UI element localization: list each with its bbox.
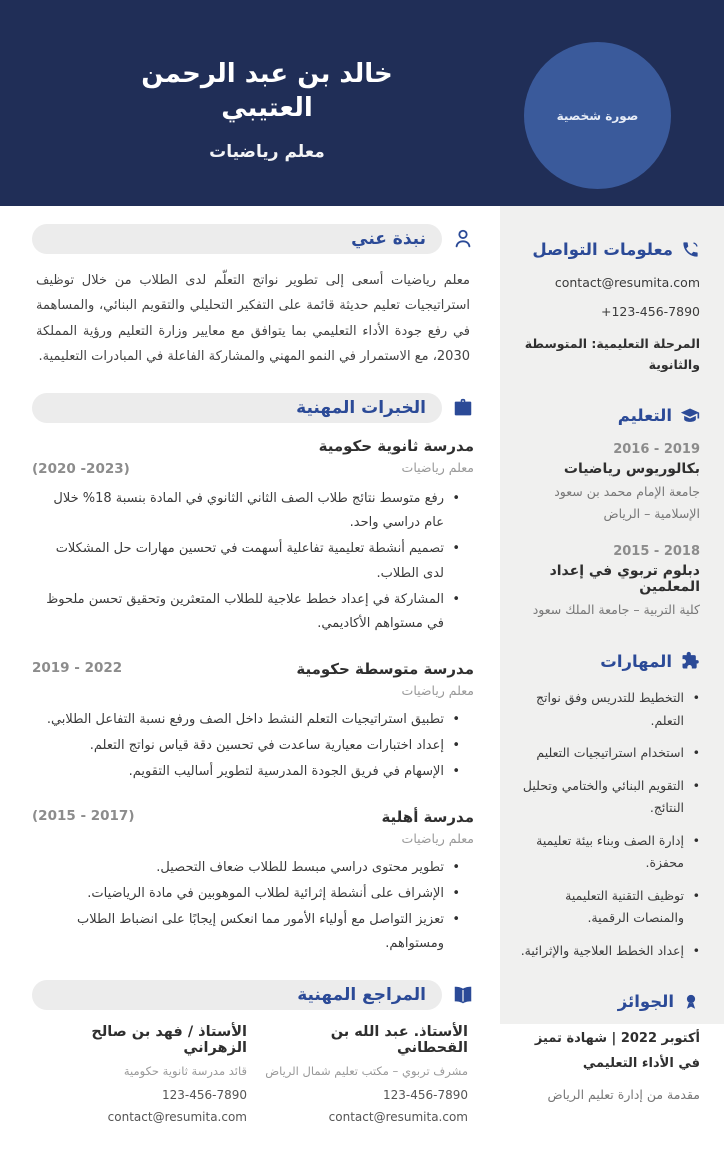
reference-role: مشرف تربوي – مكتب تعليم شمال الرياض <box>265 1063 468 1078</box>
experience-heading: الخبرات المهنية <box>296 398 426 419</box>
about-heading-pill <box>32 224 442 254</box>
briefcase-icon <box>452 397 474 419</box>
teaching-stage: المرحلة التعليمية: المتوسطة والثانوية <box>524 336 700 373</box>
references-section <box>32 980 474 1132</box>
job-bullet: • الإشراف على أنشطة إثرائية لطلاب الموهوبين في مادة الرياضيات. <box>32 882 460 906</box>
skills-section <box>518 651 700 962</box>
job-header <box>32 808 474 846</box>
skills-section-header <box>518 651 700 671</box>
job-bullet-list <box>32 708 474 784</box>
awards-section-title: الجوائز <box>617 992 674 1011</box>
sidebar <box>500 206 724 1103</box>
candidate-name: خالد بن عبد الرحمن العتيبي <box>141 59 393 123</box>
job-bullet: • رفع متوسط نتائج طلاب الصف الثاني الثانوي في المادة بنسبة 18% خلال عام دراسي واحد. <box>32 487 460 535</box>
about-section-header <box>32 224 474 254</box>
reference-email: contact@resumita.com <box>107 1109 247 1124</box>
about-text: معلم رياضيات أسعى إلى تطوير نواتج التعلّم لدى الطلاب من خلال توظيف استراتيجيات تعليم حديثة قائمة على التفكير التحليلي والتقويم البنائي، والمساهمة في رفع جودة الأداء التعليمي بما يتوافق مع معايير وزارة التعليم ورؤية المملكة 2030، مع الاستمرار في النمو المهني والمشاركة الفاعلة في المبادرات التعليمية. <box>36 273 470 365</box>
puzzle-icon <box>680 651 700 671</box>
graduation-cap-icon <box>680 406 700 426</box>
job-header <box>32 437 474 477</box>
references-row <box>32 1024 474 1132</box>
skill-item: • إدارة الصف وبناء بيئة تعليمية محفزة. <box>518 830 700 875</box>
job-entry <box>32 808 474 956</box>
education-section <box>518 406 700 622</box>
award-title: أكتوبر 2022 | شهادة تميز في الأداء التعليمي <box>534 1031 700 1071</box>
awards-section <box>518 992 700 1107</box>
references-heading-pill <box>32 980 442 1010</box>
skill-item: • التخطيط للتدريس وفق نواتج التعلم. <box>518 687 700 732</box>
skill-item: • استخدام استراتيجيات التعليم <box>518 742 700 765</box>
education-section-header <box>518 406 700 426</box>
job-bullet: • إعداد اختبارات معيارية ساعدت في تحسين دقة قياس نواتج التعلم. <box>32 734 460 758</box>
skill-item: • توظيف التقنية التعليمية والمنصات الرقمية. <box>518 885 700 930</box>
job-bullet: • تطبيق استراتيجيات التعلم النشط داخل الصف ورفع نسبة التفاعل الطلابي. <box>32 708 460 732</box>
education-school: جامعة الإمام محمد بن سعود الإسلامية – الرياض <box>554 483 700 521</box>
photo-placeholder-label: صورة شخصية <box>556 108 639 123</box>
education-dates: 2015 - 2018 <box>613 543 700 559</box>
contact-email: contact@resumita.com <box>554 275 700 290</box>
job-dates: (2020 -2023) <box>32 461 130 478</box>
about-section <box>32 224 474 369</box>
job-role: معلم رياضيات <box>401 682 474 698</box>
job-header <box>32 660 474 698</box>
job-bullet: • الإسهام في فريق الجودة المدرسية لتطوير أساليب التقويم. <box>32 760 460 784</box>
education-section-title: التعليم <box>617 406 672 425</box>
job-bullet-list <box>32 487 474 635</box>
reference-role: قائد مدرسة ثانوية حكومية <box>123 1063 247 1078</box>
job-employer: مدرسة أهلية <box>381 807 474 826</box>
reference-phone: 123-456-7890 <box>161 1087 247 1102</box>
book-icon <box>452 984 474 1006</box>
references-section-header <box>32 980 474 1010</box>
award-issuer: مقدمة من إدارة تعليم الرياض <box>547 1087 700 1103</box>
reference-phone: 123-456-7890 <box>382 1087 468 1102</box>
main-column <box>32 224 474 1156</box>
education-entry <box>518 544 700 622</box>
education-dates: 2016 - 2019 <box>613 441 700 457</box>
contact-section-title: معلومات التواصل <box>532 240 673 259</box>
reference-card <box>253 1024 474 1132</box>
reference-name: الأستاذ / فهد بن صالح الزهراني <box>91 1023 247 1056</box>
experience-section-header <box>32 393 474 423</box>
job-role: معلم رياضيات <box>401 830 474 846</box>
header-banner <box>0 0 724 206</box>
job-bullet: • المشاركة في إعداد خطط علاجية للطلاب المتعثرين وتحقيق تحسن ملحوظ في مستواهم الأكاديمي. <box>32 588 460 636</box>
education-degree: بكالوريوس رياضيات <box>563 460 700 477</box>
job-bullet: • تصميم أنشطة تعليمية تفاعلية أسهمت في تحسين مهارات حل المشكلات لدى الطلاب. <box>32 537 460 585</box>
experience-section <box>32 393 474 956</box>
job-bullet: • تعزيز التواصل مع أولياء الأمور مما انعكس إيجابًا على انضباط الطلاب ومستواهم. <box>32 908 460 956</box>
skills-section-title: المهارات <box>600 651 672 671</box>
header-identity <box>112 58 422 162</box>
skills-list <box>518 687 700 962</box>
candidate-job-title: معلم رياضيات <box>209 141 325 162</box>
education-degree: دبلوم تربوي في إعداد المعلمين <box>549 562 700 595</box>
photo-placeholder <box>524 42 671 189</box>
phone-icon <box>681 240 700 259</box>
person-icon <box>452 228 474 250</box>
references-heading: المراجع المهنية <box>297 984 426 1005</box>
contact-section-header <box>518 240 700 259</box>
job-role: معلم رياضيات <box>401 460 474 476</box>
awards-section-header <box>518 992 700 1011</box>
reference-name: الأستاذ. عبد الله بن القحطاني <box>330 1023 468 1056</box>
job-bullet-list <box>32 856 474 956</box>
job-entry <box>32 660 474 784</box>
education-entry <box>518 442 700 526</box>
job-bullet: • تطوير محتوى دراسي مبسط للطلاب ضعاف التحصيل. <box>32 856 460 880</box>
job-entry <box>32 437 474 635</box>
job-employer: مدرسة متوسطة حكومية <box>296 659 474 678</box>
about-heading: نبذة عني <box>351 229 426 249</box>
ribbon-icon <box>682 993 700 1011</box>
skill-item: • التقويم البنائي والختامي وتحليل النتائج. <box>518 775 700 820</box>
reference-email: contact@resumita.com <box>328 1109 468 1124</box>
job-dates: (2015 - 2017) <box>32 807 135 824</box>
education-school: كلية التربية – جامعة الملك سعود <box>532 601 700 617</box>
job-dates: 2019 - 2022 <box>32 659 123 676</box>
reference-card <box>32 1024 253 1132</box>
job-employer: مدرسة ثانوية حكومية <box>318 437 474 456</box>
contact-section <box>518 240 700 376</box>
skill-item: • إعداد الخطط العلاجية والإثرائية. <box>518 940 700 963</box>
contact-phone: +123-456-7890 <box>600 304 700 319</box>
experience-heading-pill <box>32 393 442 423</box>
